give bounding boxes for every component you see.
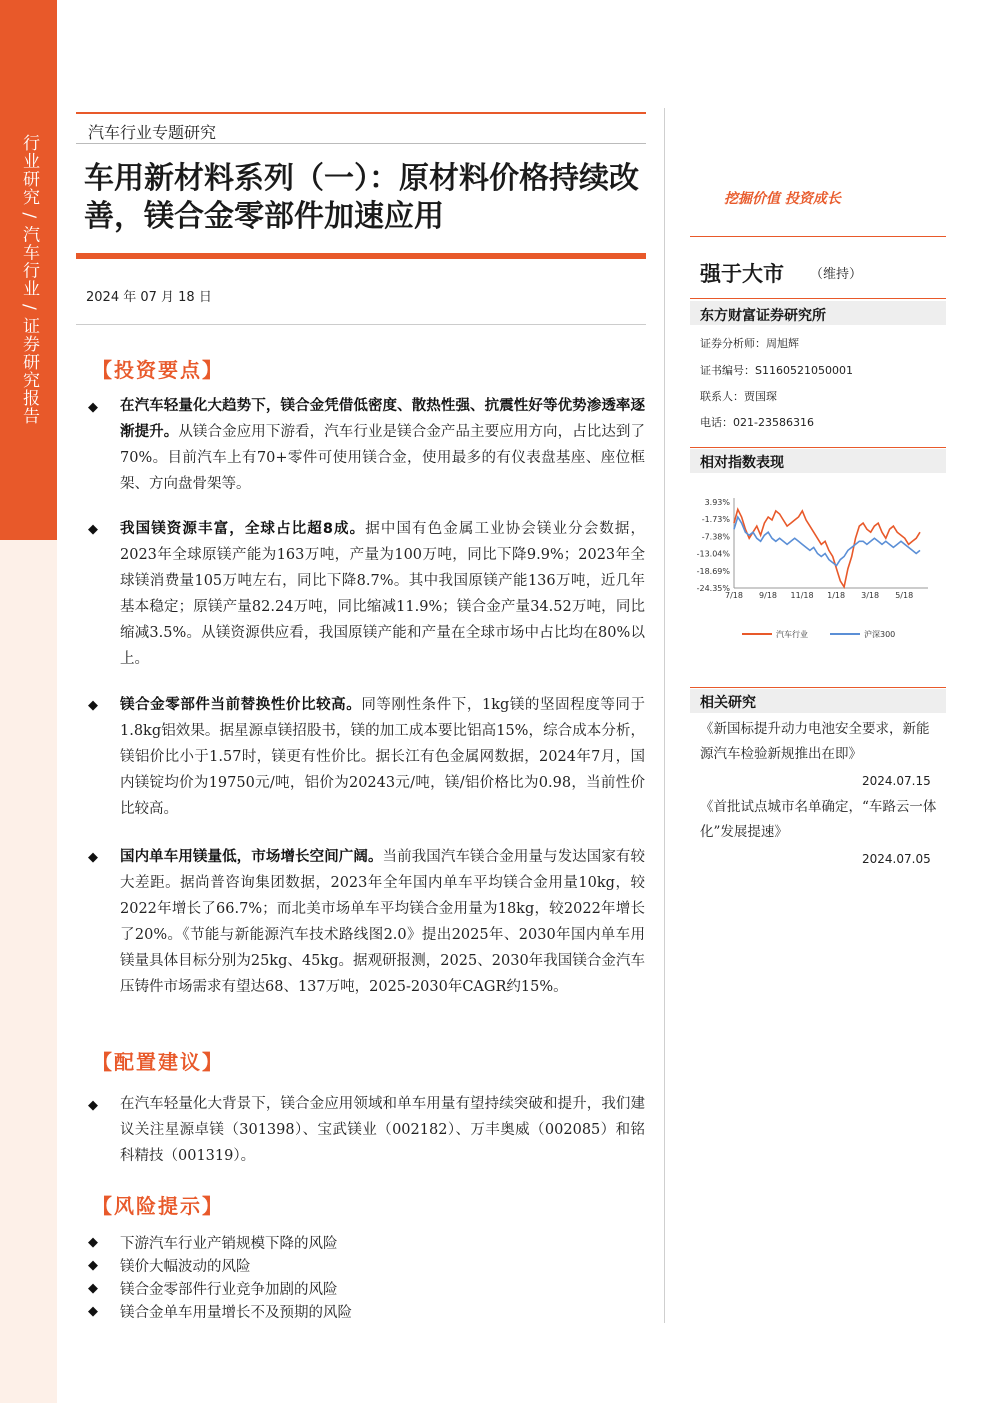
related-line bbox=[690, 687, 946, 688]
series-line-1 bbox=[734, 517, 920, 566]
risk-item: 下游汽车行业产销规模下降的风险 bbox=[120, 1236, 338, 1252]
series-line-0 bbox=[734, 509, 920, 587]
risk-item: 镁合金单车用量增长不及预期的风险 bbox=[120, 1305, 352, 1321]
bullet-icon: ◆ bbox=[88, 400, 98, 415]
institution: 东方财富证券研究所 bbox=[700, 308, 826, 324]
y-tick-label: -1.73% bbox=[701, 515, 730, 525]
risk-item: 镁价大幅波动的风险 bbox=[120, 1259, 251, 1275]
relative-index-chart bbox=[690, 490, 946, 650]
rating-line bbox=[690, 236, 946, 237]
institution-line bbox=[690, 298, 946, 299]
x-tick-label: 5/18 bbox=[895, 591, 914, 600]
allocation-heading: 【配置建议】 bbox=[92, 1050, 224, 1074]
report-date: 2024 年 07 月 18 日 bbox=[86, 290, 212, 305]
risk-item: 镁合金零部件行业竞争加剧的风险 bbox=[120, 1282, 338, 1298]
report-title: 车用新材料系列（一）：原材料价格持续改善，镁合金零部件加速应用 bbox=[84, 161, 639, 234]
x-tick-label: 9/18 bbox=[759, 591, 778, 600]
rating-note: （维持） bbox=[810, 267, 863, 282]
perf-line bbox=[690, 447, 946, 448]
y-tick-label: -24.35% bbox=[696, 584, 730, 593]
phone: 电话：021-23586316 bbox=[700, 416, 814, 429]
analyst: 证券分析师：周旭辉 bbox=[700, 337, 799, 350]
point-lead: 镁合金零部件当前替换性价比较高。 bbox=[120, 697, 362, 713]
point-3 bbox=[120, 692, 645, 822]
cert-number: 证书编号：S1160521050001 bbox=[700, 364, 853, 377]
contact: 联系人：贾国琛 bbox=[700, 390, 777, 403]
y-tick-label: -18.69% bbox=[696, 566, 730, 576]
related-date: 2024.07.05 bbox=[862, 852, 931, 866]
bullet-icon: ◆ bbox=[88, 1281, 98, 1296]
point-lead: 在汽车轻量化大趋势下，镁合金凭借低密度、散热性强、抗震性好等优势渗透率逐渐提升。 bbox=[120, 398, 645, 440]
point-body: 同等刚性条件下，1kg镁的坚固程度等同于1.8kg铝效果。据星源卓镁招股书，镁的加工成本要比铝高15%，综合成本分析，镁铝价比小于1.57时，镁更有性价比。据长江有色金属网数据，2024年7月，国内镁锭均价为19750元/吨，铝价为20243元/吨，镁/铝价格比为0.98，当前性价比较高。 bbox=[120, 697, 645, 817]
sidebar bbox=[0, 0, 57, 1403]
date-divider bbox=[76, 324, 646, 325]
point-body: 当前我国汽车镁合金用量与发达国家有较大差距。据尚普咨询集团数据，2023年全年国内单车平均镁合金用量10kg，较2022年增长了66.7%；而北美市场单车平均镁合金用量为18kg，较2022年增长了20%。《节能与新能源汽车技术路线图2.0》提出2025年、2030年国内单车用镁量具体目标分别为25kg、45kg。据观研报测，2025、2030年我国镁合金汽车压铸件市场需求有望达68、137万吨，2025-2030年CAGR约15%。 bbox=[120, 849, 646, 995]
risk-heading: 【风险提示】 bbox=[92, 1194, 224, 1218]
point-body: 从镁合金应用下游看，汽车行业是镁合金产品主要应用方向，占比达到了70%。目前汽车上有70+零件可使用镁合金，使用最多的有仪表盘基座、座位框架、方向盘骨架等。 bbox=[120, 424, 645, 492]
bullet-icon: ◆ bbox=[88, 1304, 98, 1319]
investment-heading: 【投资要点】 bbox=[92, 358, 224, 382]
chart-svg bbox=[690, 490, 946, 650]
column-divider bbox=[664, 108, 665, 1323]
bullet-icon: ◆ bbox=[88, 1258, 98, 1273]
related-title: 相关研究 bbox=[700, 695, 756, 711]
topic-divider bbox=[76, 143, 646, 144]
x-tick-label: 3/18 bbox=[861, 591, 880, 600]
legend-label: 汽车行业 bbox=[776, 630, 808, 639]
x-tick-label: 11/18 bbox=[790, 591, 814, 600]
related-item[interactable]: 《新国标提升动力电池安全要求，新能源汽车检验新规推出在即》 bbox=[700, 721, 930, 762]
bullet-icon: ◆ bbox=[88, 1235, 98, 1250]
point-1 bbox=[120, 393, 645, 497]
perf-title: 相对指数表现 bbox=[700, 455, 784, 471]
x-tick-label: 1/18 bbox=[827, 591, 846, 600]
point-lead: 我国镁资源丰富，全球占比超8成。 bbox=[120, 521, 366, 537]
bullet-icon: ◆ bbox=[88, 850, 98, 865]
y-tick-label: -13.04% bbox=[696, 549, 730, 559]
point-2 bbox=[120, 516, 645, 672]
topic-line bbox=[76, 112, 646, 114]
point-body: 据中国有色金属工业协会镁业分会数据，2023年全球原镁产能为163万吨，产量为100万吨，同比下降9.9%；2023年全球镁消费量105万吨左右，同比下降8.7%。其中我国原镁产能136万吨，近几年基本稳定；原镁产量82.24万吨，同比缩减11.9%；镁合金产量34.52万吨，同比缩减3.5%。从镁资源供应看，我国原镁产能和产量在全球市场中占比均在80%以上。 bbox=[120, 521, 646, 667]
title-bar bbox=[76, 253, 646, 259]
x-tick-label: 7/18 bbox=[725, 591, 743, 600]
report-topic: 汽车行业专题研究 bbox=[88, 123, 217, 142]
point-4 bbox=[120, 844, 645, 1000]
related-date: 2024.07.15 bbox=[862, 774, 931, 788]
related-item[interactable]: 《首批试点城市名单确定，“车路云一体化”发展提速》 bbox=[700, 799, 937, 840]
legend-label: 沪深300 bbox=[864, 630, 896, 639]
bullet-icon: ◆ bbox=[88, 698, 98, 713]
y-tick-label: -7.38% bbox=[701, 532, 730, 542]
rating: 强于大市 bbox=[700, 262, 784, 286]
bullet-icon: ◆ bbox=[88, 522, 98, 537]
allocation-text: 在汽车轻量化大背景下，镁合金应用领域和单车用量有望持续突破和提升，我们建议关注星源卓镁（301398）、宝武镁业（002182）、万丰奥威（002085）和铭科精技（001319）。 bbox=[120, 1096, 645, 1164]
point-lead: 国内单车用镁量低，市场增长空间广阔。 bbox=[120, 849, 383, 865]
y-tick-label: 3.93% bbox=[704, 498, 730, 507]
bullet-icon: ◆ bbox=[88, 1098, 98, 1113]
sidebar-label: 行业研究 / 汽车行业 / 证券研究报告 bbox=[19, 134, 39, 426]
slogan: 挖掘价值 投资成长 bbox=[724, 191, 841, 207]
